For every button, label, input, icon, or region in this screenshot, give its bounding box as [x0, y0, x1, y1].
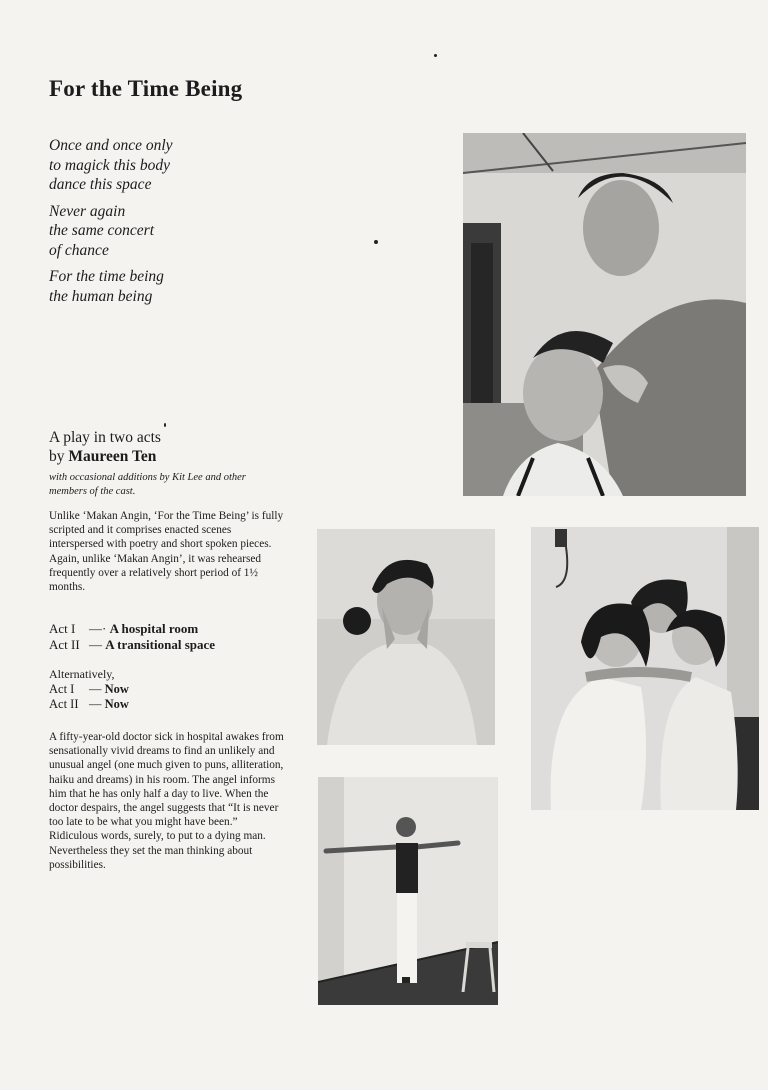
act-value: A transitional space [105, 637, 216, 652]
act-separator: —· [89, 621, 107, 636]
poem-line: the same concert [49, 222, 155, 239]
photo-two-men [463, 133, 746, 496]
poem [49, 136, 299, 313]
act-row [49, 682, 129, 697]
play-heading [49, 428, 289, 466]
cast-credit: with occasional additions by Kit Lee and other members of the cast. [49, 472, 246, 497]
poem-line: Once and once only [49, 137, 173, 154]
intro-paragraph: Unlike ‘Makan Angin, ‘For the Time Being’ is fully scripted and it comprises enacted scenes interspersed with poetry and short spoken pieces. Again, unlike ‘Makan Angin’, it was rehearsed frequently over a relatively short period of 1½ months. [49, 510, 284, 594]
poem-line: Never again [49, 202, 126, 220]
acts-list [49, 621, 215, 653]
act-row [49, 637, 215, 653]
act-separator: — [89, 697, 102, 711]
act-row [49, 697, 129, 712]
act-label: Act II [49, 697, 79, 711]
act-value: A hospital room [109, 621, 199, 636]
print-speck [434, 54, 437, 57]
synopsis-paragraph: A fifty-year-old doctor sick in hospital awakes from sensationally vivid dreams to find an unlikely and unusual angel (one much given to puns, alliteration, haiku and dreams) in his room. The angel informs him that he has only half a day to live. When the doctor despairs, the angel suggests that “It is never too late to be what you might have been.” Ridiculous words, surely, to put to a dying man. Nevertheless they set the man thinking about possibilities. [49, 731, 284, 871]
alternatively-label: Alternatively, [49, 667, 115, 681]
poem-stanza [49, 136, 299, 195]
print-speck [164, 423, 166, 427]
act-row [49, 621, 215, 637]
photo-three-women [531, 527, 759, 810]
page-title: For the Time Being [49, 76, 243, 101]
poem-line: the human being [49, 287, 153, 305]
act-separator: — [89, 637, 102, 652]
play-subtitle: A play in two acts [49, 429, 161, 446]
poem-stanza [49, 267, 299, 306]
act-label: Act I [49, 682, 75, 696]
poem-line: of chance [49, 241, 109, 259]
print-speck [374, 240, 378, 244]
act-value: Now [104, 697, 129, 711]
act-value: Now [104, 682, 129, 696]
poem-stanza [49, 202, 299, 261]
poem-line: For the time being [49, 268, 164, 285]
by-word: by [49, 448, 65, 465]
author-name: Maureen Ten [68, 448, 157, 465]
act-label: Act I [49, 621, 76, 636]
poem-line: to magick this body [49, 156, 170, 174]
act-label: Act II [49, 637, 80, 652]
acts-alt-list [49, 682, 129, 712]
photo-woman-hands-face [317, 529, 495, 745]
act-separator: — [89, 682, 102, 696]
photo-dancer [318, 777, 498, 1005]
play-byline [49, 447, 289, 466]
poem-line: dance this space [49, 176, 152, 193]
